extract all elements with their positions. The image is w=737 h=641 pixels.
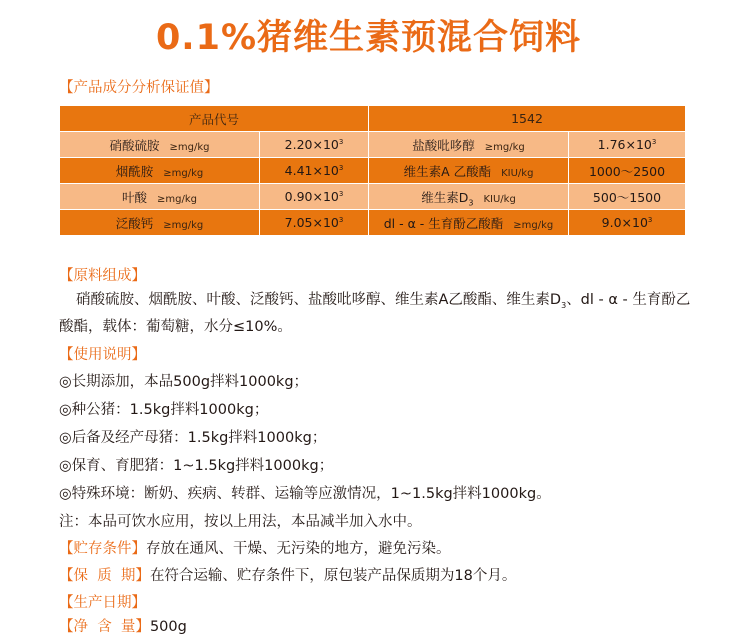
composition-heading-text: 原料组成 bbox=[73, 268, 132, 284]
production-date-label: 生产日期 bbox=[73, 595, 132, 611]
nutrient-value: 500～1500 bbox=[569, 184, 686, 210]
nutrient-name: 硝酸硫胺 ≥mg/kg bbox=[60, 132, 260, 158]
nutrient-name: 盐酸吡哆醇 ≥mg/kg bbox=[369, 132, 569, 158]
table-header-row bbox=[60, 106, 686, 132]
nutrient-name: dl - α - 生育酚乙酸酯 ≥mg/kg bbox=[369, 210, 569, 236]
nutrient-name: 维生素A 乙酸酯 KIU/kg bbox=[369, 158, 569, 184]
guarantee-heading-text: 产品成分分析保证值 bbox=[73, 80, 204, 96]
guarantee-table bbox=[59, 105, 686, 236]
nutrient-value: $7.05\times 10^3$ bbox=[260, 210, 369, 236]
usage-item: ◎种公猪：1.5kg拌料1000kg； bbox=[59, 402, 269, 418]
nutrient-value: $1.76\times 10^3$ bbox=[569, 132, 686, 158]
net-content-label: 净 含 量 bbox=[73, 619, 136, 635]
net-content-text: 500g bbox=[149, 619, 187, 635]
nutrient-name: 烟酰胺 ≥mg/kg bbox=[60, 158, 260, 184]
usage-heading-text: 使用说明 bbox=[73, 347, 132, 363]
header-product-code-label: 产品代号 bbox=[60, 106, 369, 132]
nutrient-name: 叶酸 ≥mg/kg bbox=[60, 184, 260, 210]
shelf-life-text: 在符合运输、贮存条件下，原包装产品保质期为18个月。 bbox=[149, 568, 517, 584]
table-row bbox=[60, 184, 686, 210]
usage-item: ◎特殊环境：断奶、疾病、转群、运输等应激情况，1~1.5kg拌料1000kg。 bbox=[59, 486, 551, 502]
composition-heading: 【原料组成】 bbox=[59, 268, 146, 284]
nutrient-value: $0.90\times 10^3$ bbox=[260, 184, 369, 210]
storage-text: 存放在通风、干燥、无污染的地方，避免污染。 bbox=[146, 541, 451, 557]
nutrient-value: 1000～2500 bbox=[569, 158, 686, 184]
storage-label: 贮存条件 bbox=[73, 541, 132, 557]
usage-item: ◎后备及经产母猪：1.5kg拌料1000kg； bbox=[59, 430, 327, 446]
nutrient-value: $2.20\times 10^3$ bbox=[260, 132, 369, 158]
page-title: 0.1%猪维生素预混合饲料 bbox=[155, 18, 582, 58]
table-row bbox=[60, 158, 686, 184]
table-row bbox=[60, 132, 686, 158]
composition-text: 硝酸硫胺、烟酰胺、叶酸、泛酸钙、盐酸吡哆醇、维生素A乙酸酯、维生素$D_3$、dl - α - 生育酚乙酸酯，载体：葡萄糖，水分≤10%。 bbox=[59, 292, 691, 335]
production-date-line: 【生产日期】 bbox=[59, 595, 146, 611]
usage-heading: 【使用说明】 bbox=[59, 347, 146, 363]
guarantee-heading: 【产品成分分析保证值】 bbox=[59, 80, 219, 96]
nutrient-value: $4.41\times 10^3$ bbox=[260, 158, 369, 184]
shelf-life-label: 保 质 期 bbox=[73, 568, 136, 584]
table-row bbox=[60, 210, 686, 236]
storage-line: 【贮存条件】存放在通风、干燥、无污染的地方，避免污染。 bbox=[59, 541, 451, 557]
usage-item: ◎保育、育肥猪：1~1.5kg拌料1000kg； bbox=[59, 458, 334, 474]
usage-note: 注：本品可饮水应用，按以上用法，本品减半加入水中。 bbox=[59, 514, 422, 530]
usage-item: ◎长期添加，本品500g拌料1000kg； bbox=[59, 374, 309, 390]
nutrient-name: 维生素$D_3$ KIU/kg bbox=[369, 184, 569, 210]
header-product-code-value: 1542 bbox=[369, 106, 686, 132]
nutrient-name: 泛酸钙 ≥mg/kg bbox=[60, 210, 260, 236]
net-content-line: 【净 含 量】500g bbox=[59, 619, 187, 635]
shelf-life-line: 【保 质 期】在符合运输、贮存条件下，原包装产品保质期为18个月。 bbox=[59, 568, 517, 584]
nutrient-value: $9.0\times 10^3$ bbox=[569, 210, 686, 236]
